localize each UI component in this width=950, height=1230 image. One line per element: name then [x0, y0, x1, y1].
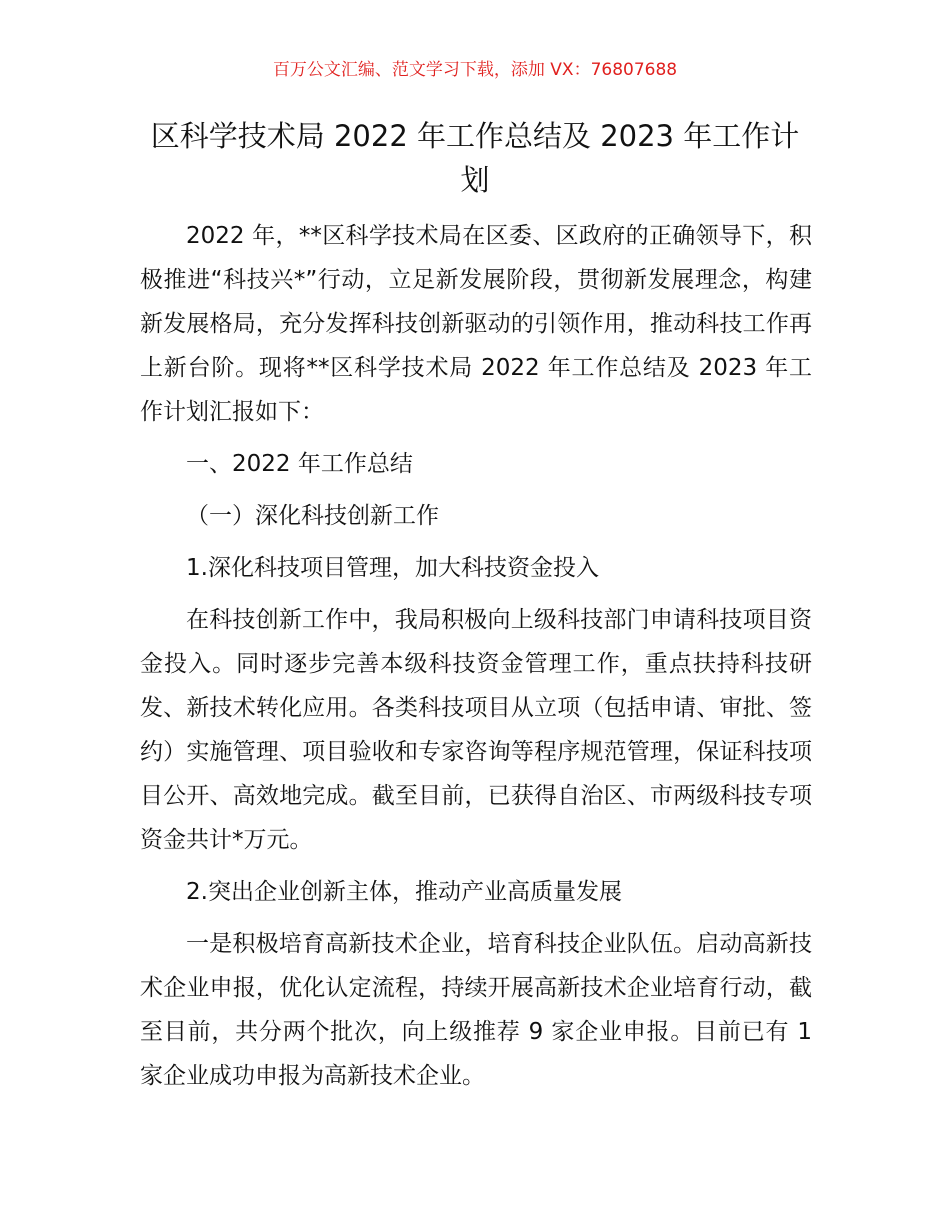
watermark-text: 百万公文汇编、范文学习下载，添加 VX：76807688 — [272, 60, 678, 80]
item-2-paragraph: 一是积极培育高新技术企业，培育科技企业队伍。启动高新技术企业申报，优化认定流程，持续开展高新技术企业培育行动，截至目前，共分两个批次，向上级推荐 9 家企业申报。目前已有 1 家企业成功申报为高新技术企业。 — [140, 931, 812, 1089]
item-2-heading: 2.突出企业创新主体，推动产业高质量发展 — [186, 879, 622, 905]
section-heading-summary: 一、2022 年工作总结 — [186, 451, 413, 477]
item-1-paragraph: 在科技创新工作中，我局积极向上级科技部门申请科技项目资金投入。同时逐步完善本级科技资金管理工作，重点扶持科技研发、新技术转化应用。各类科技项目从立项（包括申请、审批、签约）实施管理、项目验收和专家咨询等程序规范管理，保证科技项目公开、高效地完成。截至目前，已获得自治区、市两级科技专项资金共计*万元。 — [140, 607, 812, 853]
intro-paragraph: 2022 年，**区科学技术局在区委、区政府的正确领导下，积极推进“科技兴*”行动，立足新发展阶段，贯彻新发展理念，构建新发展格局，充分发挥科技创新驱动的引领作用，推动科技工作再上新台阶。现将**区科学技术局 2022 年工作总结及 2023 年工作计划汇报如下： — [140, 223, 812, 425]
document-title: 区科学技术局 2022 年工作总结及 2023 年工作计划 — [150, 119, 800, 197]
subsection-heading-innovation: （一）深化科技创新工作 — [186, 503, 439, 529]
document-body — [140, 214, 812, 1098]
item-1-heading: 1.深化科技项目管理，加大科技资金投入 — [186, 555, 599, 581]
